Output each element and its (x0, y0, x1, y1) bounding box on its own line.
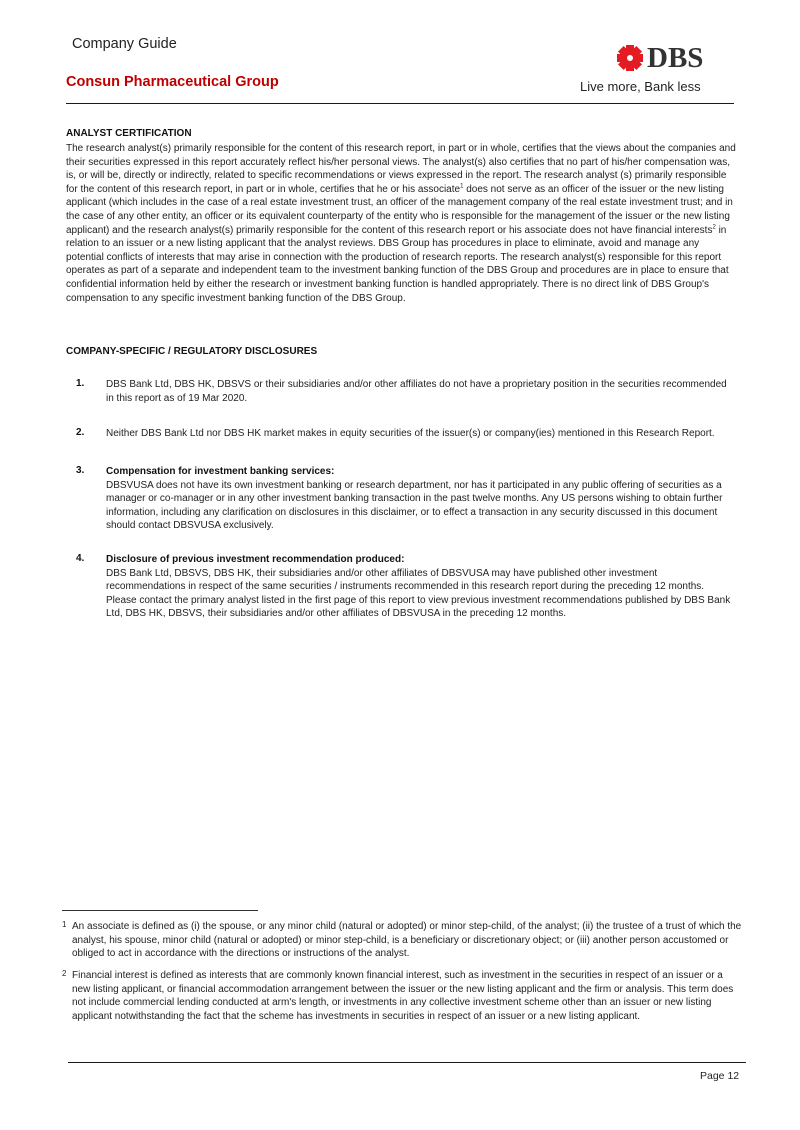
disclosures-heading: COMPANY-SPECIFIC / REGULATORY DISCLOSURES (66, 346, 318, 357)
footnote-divider (62, 910, 258, 911)
disclosure-text-2: Neither DBS Bank Ltd nor DBS HK market makes in equity securities of the issuer(s) or company(ies) mentioned in this Research Report. (106, 428, 715, 439)
disclosure-text-3: DBSVUSA does not have its own investment banking or research department, nor has it participated in any public offering of securities as a manager or co-manager or in any other investment banking transaction in the past twelve months. Any US persons wishing to obtain further information, including any clarification on disclosures in this disclaimer, or to effect a transaction in any security discussed in this document should contact DBSVUSA exclusively. (106, 479, 723, 532)
header-divider (66, 103, 734, 104)
certification-text-part2: does not serve as an officer of the issuer or the new listing applicant (which includes in the case of a real estate investment trust, an officer of the management company of the real estate investment trust; and in the case of any other entity, an officer or its equivalent counterparty of the entity who is responsible for the management of the issuer or the new listing applicant) and the research analyst(s) primarily responsible for the content of this research report or his associate does not have financial interests (66, 183, 733, 236)
disclosure-number-4: 4. (76, 553, 85, 564)
footer-divider (68, 1062, 746, 1063)
page-number: Page 12 (700, 1070, 740, 1082)
certification-text-part3: in relation to an issuer or a new listing applicant that the analyst reviews. DBS Group has procedures in place to eliminate, avoid and manage any potential conflicts of interests that may arise in connection with the production of research reports. The research analyst(s) responsible for this report operates as part of a separate and independent team to the investment banking function of the DBS Group and procedures are in place to ensure that confidential information held by either the research or investment banking function is handled appropriately. There is no direct link of DBS Group's compensation to any specific investment banking function of the DBS Group. (66, 224, 729, 304)
disclosure-item-3 (106, 465, 734, 533)
disclosure-number-2: 2. (76, 427, 85, 438)
footnote-1 (62, 920, 742, 961)
disclosure-item-2 (106, 427, 734, 441)
disclosure-text-4: DBS Bank Ltd, DBSVS, DBS HK, their subsidiaries and/or other affiliates of DBSVUSA may have published other investment recommendations in respect of the same securities / instruments recommended in this research report during the preceding 12 months. Please contact the primary analyst listed in the first page of this report to view previous investment recommendations published by DBS Bank Ltd, DBS HK, DBSVS, their subsidiaries and/or other affiliates of DBSVUSA in the preceding 12 months. (106, 567, 731, 620)
certification-text (66, 142, 736, 305)
footnote-label-2: 2 (62, 969, 67, 978)
tagline: Live more, Bank less (580, 79, 701, 94)
dbs-star-icon (617, 45, 643, 71)
footnote-2 (62, 969, 742, 1023)
company-name: Consun Pharmaceutical Group (66, 74, 279, 90)
disclosure-title-4: Disclosure of previous investment recommendation produced: (106, 554, 405, 565)
dbs-logo (617, 42, 717, 74)
certification-text-part1: The research analyst(s) primarily responsible for the content of this research report, in part or in whole, certifies that the views about the companies and their securities expressed in this report accurately reflect his/her personal views. The analyst(s) also certifies that no part of his/her compensation was, is, or will be, directly or indirectly, related to specific recommendations or views expressed in the report. The research analyst (s) primarily responsible for the content of this research report, in part or in whole, certifies that he or his associate (66, 143, 736, 195)
footnote-text-2: Financial interest is defined as interests that are commonly known financial interest, such as investment in the securities in respect of an issuer or a new listing applicant, or financial accommodation arrangement between the issuer or the new listing applicant and the firm or analysis. This term does not include commercial lending conducted at arm's length, or investments in any collective investment scheme other than an issuer or new listing applicant notwithstanding the fact that the scheme has investments in securities in respect of an issuer or a new listing applicant. (72, 970, 734, 1022)
footnote-label-1: 1 (62, 920, 67, 929)
disclosure-item-1 (106, 378, 734, 405)
disclosure-item-4 (106, 553, 734, 621)
disclosure-title-3: Compensation for investment banking services: (106, 466, 335, 477)
footnote-ref-1: 1 (460, 183, 464, 190)
footnote-text-1: An associate is defined as (i) the spouse, or any minor child (natural or adopted) or minor step-child, of the analyst; (ii) the trustee of a trust of which the analyst, his spouse, minor child (natural or adopted) or minor step-child, is a beneficiary or discretionary object; or (iii) another person accustomed or obliged to act in accordance with the directions or instructions of the analyst. (72, 921, 742, 960)
disclosure-number-1: 1. (76, 378, 85, 389)
disclosure-text-1: DBS Bank Ltd, DBS HK, DBSVS or their subsidiaries and/or other affiliates do not have a proprietary position in the securities recommended in this report as of 19 Mar 2020. (106, 379, 727, 404)
logo-wordmark: DBS (647, 42, 704, 74)
certification-heading: ANALYST CERTIFICATION (66, 128, 192, 139)
disclosure-number-3: 3. (76, 465, 85, 476)
document-type-label: Company Guide (72, 36, 177, 52)
footnote-ref-2: 2 (712, 224, 716, 231)
